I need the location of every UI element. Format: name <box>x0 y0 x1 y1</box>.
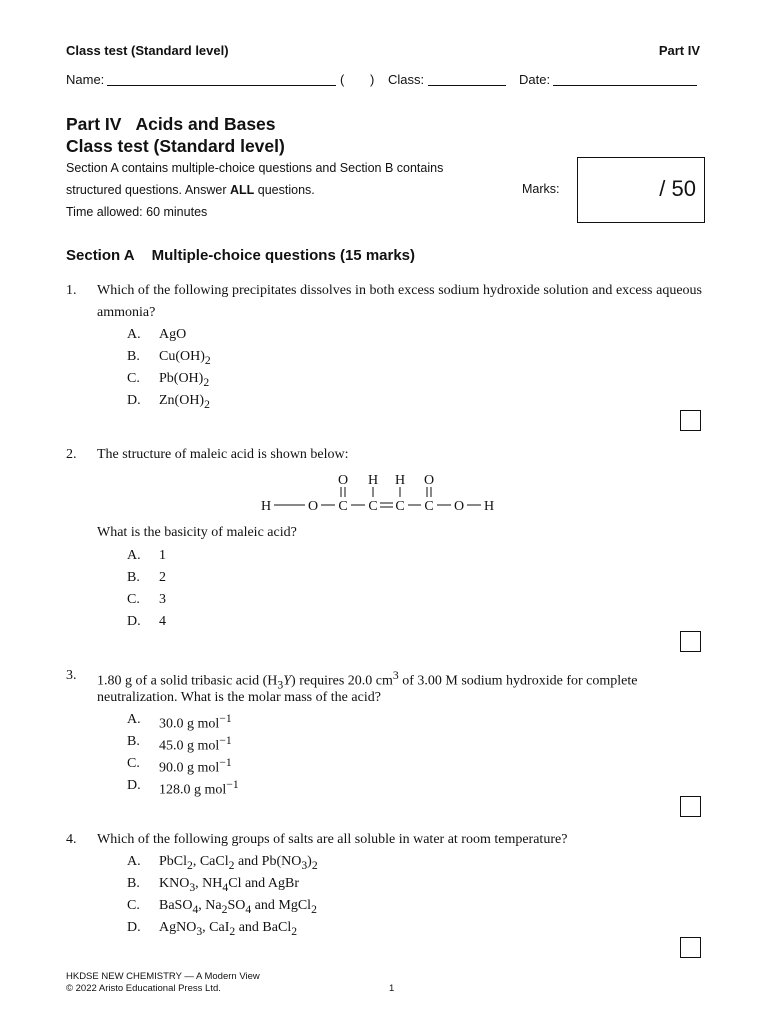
footer-copyright: © 2022 Aristo Educational Press Ltd. <box>66 983 221 994</box>
q4-option-d-letter: D. <box>127 920 141 935</box>
marks-label: Marks: <box>522 182 560 196</box>
atom-C-1: C <box>338 499 348 514</box>
footer-book-title: HKDSE NEW CHEMISTRY — A Modern View <box>66 971 260 982</box>
page-title: Part IV Acids and Bases <box>66 114 276 134</box>
q3-answer-box[interactable] <box>680 796 701 817</box>
question-4-text: Which of the following groups of salts are all soluble in water at room temperature? <box>97 832 568 847</box>
running-header-part: Part IV <box>658 43 700 58</box>
q4-option-c-letter: C. <box>127 898 140 913</box>
atom-O-top-1: O <box>337 473 349 488</box>
maleic-acid-structure <box>258 470 508 518</box>
question-3-number: 3. <box>66 668 77 683</box>
date-label: Date: <box>519 72 551 87</box>
q2-option-a-letter: A. <box>127 548 141 563</box>
q4-option-b-letter: B. <box>127 876 140 891</box>
q1-option-b-text: $Cu(OH)_2$ <box>159 349 211 367</box>
intro-line-1: Section A contains multiple-choice questions and Section B contains <box>66 161 444 175</box>
atom-H-right: H <box>483 499 495 514</box>
q4-option-d-text: AgNO$_3$, CaI$_2$ and BaCl$_2$ <box>159 920 298 938</box>
q4-option-c-text: BaSO$_4$, $Na_2SO_4$ and MgCl$_2$ <box>159 898 317 916</box>
atom-H-top-1: H <box>367 473 379 488</box>
q2-answer-box[interactable] <box>680 631 701 652</box>
atom-O-top-2: O <box>423 473 435 488</box>
name-label: Name: <box>66 72 105 87</box>
q2-option-c-text: 3 <box>159 592 166 607</box>
question-1-text: Which of the following precipitates dissolves in both excess sodium hydroxide solution and excess aqueous ammonia? <box>97 283 702 320</box>
q1-option-c-text: $Pb(OH)_2$ <box>159 371 210 389</box>
question-2-question: What is the basicity of maleic acid? <box>97 525 297 540</box>
q3-option-b-letter: B. <box>127 734 140 749</box>
q1-answer-box[interactable] <box>680 410 701 431</box>
q3-option-a-text: 30.0 g mol$^{-1}$ <box>159 712 232 732</box>
atom-H-top-2: H <box>394 473 406 488</box>
q1-option-d-letter: D. <box>127 393 141 408</box>
q2-option-d-text: 4 <box>159 614 166 629</box>
q2-option-b-letter: B. <box>127 570 140 585</box>
atom-C-2: C <box>368 499 378 514</box>
q1-option-d-text: $Zn(OH)_2$ <box>159 393 210 411</box>
question-2-number: 2. <box>66 447 77 462</box>
q2-option-c-letter: C. <box>127 592 140 607</box>
atom-H-left: H <box>260 499 272 514</box>
atom-C-3: C <box>395 499 405 514</box>
atom-O-right: O <box>453 499 465 514</box>
intro-line-2: structured questions. Answer ALL questions. <box>66 183 315 197</box>
atom-C-4: C <box>424 499 434 514</box>
class-label: Class: <box>388 72 425 87</box>
q4-option-a-text: PbCl$_2$, CaCl$_2$ and $Pb(NO_3)_2$ <box>159 854 318 872</box>
q2-option-d-letter: D. <box>127 614 141 629</box>
time-allowed: Time allowed: 60 minutes <box>66 205 208 219</box>
question-3-text-line-1: 1.80 g of a solid tribasic acid $(H_3Y)$ requires 20.0 $cm^3$ of 3.00 M sodium hydroxide for complete <box>97 669 638 692</box>
q3-option-a-letter: A. <box>127 712 141 727</box>
q4-answer-box[interactable] <box>680 937 701 958</box>
class-blank[interactable] <box>428 72 506 86</box>
question-1-number: 1. <box>66 283 77 298</box>
question-3-text-line-2: neutralization. What is the molar mass of the acid? <box>97 690 381 705</box>
question-2-text: The structure of maleic acid is shown below: <box>97 447 349 462</box>
q2-option-b-text: 2 <box>159 570 166 585</box>
q3-option-b-text: 45.0 g mol$^{-1}$ <box>159 734 232 754</box>
q1-option-a-letter: A. <box>127 327 141 342</box>
section-a-heading: Section A Multiple-choice questions (15 marks) <box>66 247 416 264</box>
page-number: 1 <box>389 983 395 994</box>
q1-option-a-text: AgO <box>159 327 187 342</box>
q3-option-c-letter: C. <box>127 756 140 771</box>
q2-option-a-text: 1 <box>159 548 166 563</box>
page-subtitle: Class test (Standard level) <box>66 136 285 156</box>
student-info-fields <box>66 72 706 90</box>
q1-option-c-letter: C. <box>127 371 140 386</box>
name-blank[interactable] <box>107 72 336 86</box>
date-blank[interactable] <box>553 72 697 86</box>
marks-total: / 50 <box>659 176 696 201</box>
q3-option-d-letter: D. <box>127 778 141 793</box>
paren-close: ) <box>370 72 375 87</box>
q1-option-b-letter: B. <box>127 349 140 364</box>
q3-option-c-text: 90.0 g mol$^{-1}$ <box>159 756 232 776</box>
marks-box[interactable] <box>577 157 705 223</box>
paren-open: ( <box>340 72 345 87</box>
running-header-title: Class test (Standard level) <box>66 43 229 58</box>
q4-option-a-letter: A. <box>127 854 141 869</box>
atom-O-left: O <box>307 499 319 514</box>
question-4-number: 4. <box>66 832 77 847</box>
q4-option-b-text: $KNO_3$, $NH_4Cl$ and AgBr <box>159 876 300 894</box>
q3-option-d-text: 128.0 g mol$^{-1}$ <box>159 778 239 798</box>
